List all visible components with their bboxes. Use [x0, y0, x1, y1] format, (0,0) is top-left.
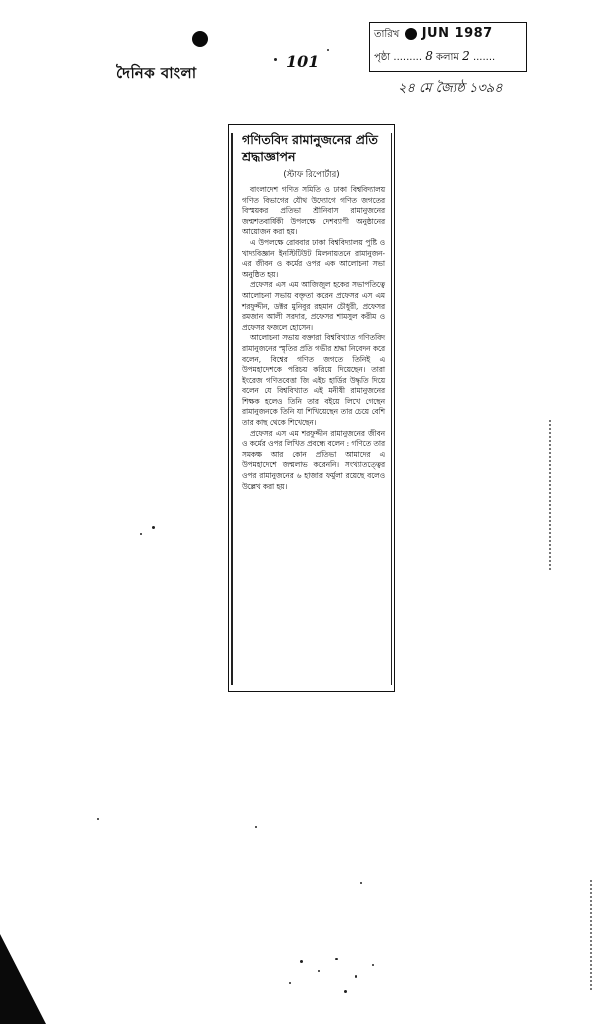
newspaper-name: দৈনিক বাংলা — [116, 64, 197, 82]
scan-speck — [152, 526, 155, 529]
scan-speck — [318, 970, 320, 972]
scan-speck — [360, 882, 362, 884]
clipping-column-rule — [391, 133, 393, 685]
scan-speck — [372, 964, 374, 966]
clipping-paragraph: প্রফেসর এস এম শরফুদ্দীন রামানুজনের জীবন ও কর্মের ওপর লিখিত প্রবন্ধে বলেন : গণিতে তার সমকক্ষ আর কোন প্রতিভা আমাদের এ উপমহাদেশে জন্মলাভ করেননি। সংখ্যাতত্ত্বের ওপর রামানুজনের ৬ হাজার ফর্মুলা রয়েছে বলেও উল্লেখ করা হয়। — [242, 428, 386, 491]
stamp-page-value: 8 — [425, 49, 433, 63]
stamp-page-row: পৃষ্ঠা ......... 8 কলাম 2 ....... — [374, 49, 496, 63]
stamp-date-row — [374, 26, 493, 44]
scan-speck — [327, 49, 329, 51]
clipping-byline: (স্টাফ রিপোর্টার) — [283, 170, 340, 180]
scan-speck — [274, 58, 277, 61]
handwritten-date: ২৪ মে জ্যৈষ্ঠ ১৩৯৪ — [398, 81, 503, 96]
scan-speck — [97, 818, 99, 820]
scan-edge-dots — [590, 880, 595, 990]
newspaper-clipping — [228, 124, 395, 692]
stamp-column-value: 2 — [462, 49, 470, 63]
scan-speck — [289, 982, 291, 984]
clipping-paragraph: এ উপলক্ষে রোববার ঢাকা বিশ্ববিদ্যালয় পুষ্টি ও খাদ্যবিজ্ঞান ইনস্টিটিউট মিলনায়তনে রামানুজন-এর জীবন ও কর্মের ওপর এক আলোচনা সভা অনুষ্ঠিত হয়। — [242, 237, 385, 279]
stamp-page-label: পৃষ্ঠা — [374, 52, 391, 63]
scan-corner-shadow — [0, 934, 46, 1024]
stamp-column-label: কলাম — [436, 52, 459, 63]
clipping-paragraph: প্রফেসর এস এম আজিজুল হকের সভাপতিত্বে আলোচনা সভায় বক্তৃতা করেন প্রফেসর এস এম শরফুদ্দীন, ডক্টর মুনিবুর রহমান চৌধুরী, প্রফেসর রমজান আলী সরদার, প্রফেসর শামসুল করীম ও প্রফেসর ফজলে হোসেন। — [242, 280, 385, 332]
scan-speck — [140, 533, 142, 535]
scan-speck — [335, 958, 338, 960]
stamp-date-label: তারিখ — [374, 29, 400, 40]
scan-speck — [355, 975, 357, 978]
clipping-body — [242, 185, 385, 492]
clipping-paragraph: বাংলাদেশ গণিত সমিতি ও ঢাকা বিশ্ববিদ্যালয় গণিত বিভাগের যৌথ উদ্যোগে গণিত জগতের বিস্ময়কর প্রতিভা শ্রীনিবাস রামানুজনের জন্মশতবার্ষিকী উপলক্ষে দেশব্যাপী অনুষ্ঠানের আয়োজন করা হয়। — [242, 185, 385, 237]
stamp-punch-dot — [405, 28, 417, 40]
scan-edge-dots — [549, 420, 554, 570]
clipping-paragraph: আলোচনা সভায় বক্তারা বিশ্ববিখ্যাত গণিতবিদ রামানুজনের স্মৃতির প্রতি গভীর শ্রদ্ধা নিবেদন করে বলেন, বিশ্বের গণিত জগতে তিনিই এ উপমহাদেশকে পরিচয় করিয়ে দিয়েছেন। তারা ইংরেজ গণিতবেত্তা জি এইচ হার্ডির উদ্ধৃতি দিয়ে বলেন যে বিশ্ববিখ্যাত এই মনীষী রামানুজনের শিক্ষক হলেও তিনি তার বইয়ে লিখে গেছেন রামানুজনকে তিনি যা শিখিয়েছেন তার চেয়ে বেশি তার কাছ থেকে শিখেছেন। — [242, 333, 385, 428]
punch-hole — [192, 31, 208, 47]
clipping-headline: গণিতবিদ রামানুজনের প্রতি শ্রদ্ধাজ্ঞাপন — [242, 132, 378, 164]
clipping-column-rule — [231, 133, 233, 685]
scan-speck — [300, 960, 303, 963]
stamp-date-value: JUN 1987 — [421, 26, 493, 41]
scan-speck — [344, 990, 347, 993]
archive-stamp — [369, 22, 527, 72]
page-number: 101 — [286, 52, 320, 71]
scan-speck — [255, 826, 257, 828]
